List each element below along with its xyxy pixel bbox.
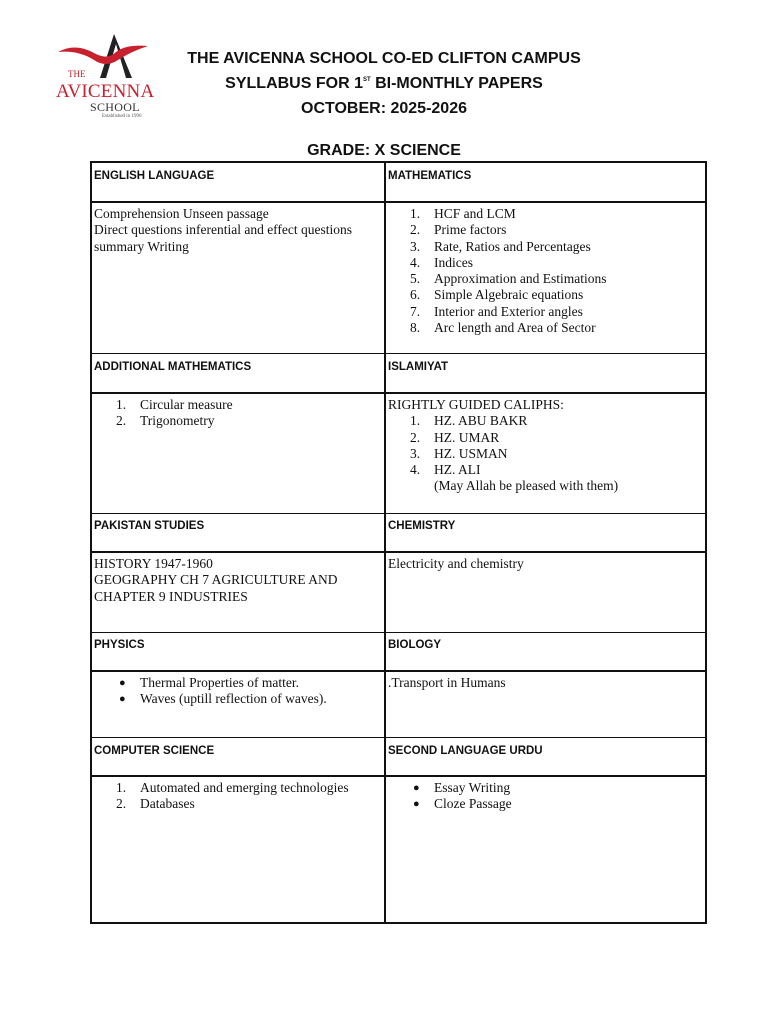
list-item: 3. HZ. USMAN [410, 445, 508, 461]
logo-the-text: THE [68, 69, 86, 79]
mathematics-content [388, 206, 704, 336]
row-divider [92, 775, 705, 777]
pakistan-studies-content [94, 556, 382, 605]
pakistan-studies-heading: PAKISTAN STUDIES [94, 520, 205, 532]
column-divider [384, 163, 386, 922]
list-item: 1. HCF and LCM [410, 206, 516, 221]
list-item: 6. Simple Algebraic equations [410, 287, 584, 303]
row-divider [92, 737, 705, 738]
list-item: 4. HZ. ALI [410, 462, 481, 478]
syllabus-table [90, 161, 707, 924]
pakistan-studies-line: CHAPTER 9 INDUSTRIES [94, 588, 248, 604]
english-line: summary Writing [94, 238, 189, 254]
bullet-icon: ● [413, 798, 420, 811]
islamiyat-heading: ISLAMIYAT [388, 361, 449, 373]
row-divider [92, 513, 705, 514]
logo-established-text: Established in 1996 [102, 114, 142, 119]
biology-line: .Transport in Humans [388, 675, 506, 690]
grade-title: GRADE: X SCIENCE [307, 142, 461, 159]
list-item: ● Waves (uptill reflection of waves). [119, 691, 327, 707]
additional-math-content [94, 397, 382, 430]
bullet-icon: ● [119, 693, 126, 706]
english-content [94, 206, 382, 255]
school-title: THE AVICENNA SCHOOL CO-ED CLIFTON CAMPUS [187, 50, 581, 67]
chemistry-line: Electricity and chemistry [388, 556, 524, 571]
biology-heading: BIOLOGY [388, 639, 442, 651]
computer-science-heading: COMPUTER SCIENCE [94, 745, 215, 757]
bullet-icon: ● [413, 782, 420, 794]
row-divider [92, 201, 705, 203]
logo-name-text: AVICENNA [56, 81, 155, 102]
islamiyat-content [388, 397, 704, 495]
list-item: 2. HZ. UMAR [410, 429, 500, 445]
syllabus-title [0, 75, 768, 93]
list-item: ● Cloze Passage [413, 796, 512, 812]
syllabus-prefix: SYLLABUS FOR 1 [225, 75, 363, 92]
additional-math-heading: ADDITIONAL MATHEMATICS [94, 361, 252, 373]
syllabus-suffix: BI-MONTHLY PAPERS [370, 75, 543, 92]
list-item: 1. Circular measure [116, 397, 233, 412]
english-heading: ENGLISH LANGUAGE [94, 170, 215, 182]
list-item: 1. HZ. ABU BAKR [410, 413, 528, 429]
english-line: Direct questions inferential and effect questions [94, 222, 353, 238]
list-item: 8. Arc length and Area of Sector [410, 320, 596, 336]
row-divider [92, 353, 705, 354]
urdu-heading: SECOND LANGUAGE URDU [388, 745, 543, 757]
list-item: 1. Automated and emerging technologies [116, 780, 349, 795]
list-item: 7. Interior and Exterior angles [410, 303, 583, 319]
pakistan-studies-line: GEOGRAPHY CH 7 AGRICULTURE AND [94, 572, 338, 588]
biology-content [388, 675, 704, 691]
pakistan-studies-line: HISTORY 1947-1960 [94, 556, 213, 571]
urdu-content [388, 780, 704, 813]
logo-school-text: SCHOOL [90, 100, 140, 114]
physics-content [94, 675, 382, 708]
bullet-icon: ● [119, 677, 126, 689]
chemistry-heading: CHEMISTRY [388, 520, 456, 532]
chemistry-content [388, 556, 704, 572]
list-item: 2. Databases [116, 796, 195, 812]
computer-science-content [94, 780, 382, 813]
list-item: ● Thermal Properties of matter. [119, 675, 299, 690]
list-item: 5. Approximation and Estimations [410, 271, 607, 287]
row-divider [92, 670, 705, 672]
mathematics-heading: MATHEMATICS [388, 170, 472, 182]
row-divider [92, 392, 705, 394]
syllabus-superscript: ST [362, 77, 371, 83]
row-divider [92, 632, 705, 633]
session-title: OCTOBER: 2025-2026 [301, 100, 467, 117]
islamiyat-note: (May Allah be pleased with them) [434, 478, 619, 494]
english-line: Comprehension Unseen passage [94, 206, 269, 221]
physics-heading: PHYSICS [94, 639, 145, 651]
list-item: 4. Indices [410, 254, 473, 270]
list-item: ● Essay Writing [413, 780, 511, 795]
list-item: 2. Prime factors [410, 222, 507, 238]
islamiyat-intro: RIGHTLY GUIDED CALIPHS: [388, 397, 564, 412]
list-item: 3. Rate, Ratios and Percentages [410, 238, 591, 254]
list-item: 2. Trigonometry [116, 413, 215, 429]
row-divider [92, 551, 705, 553]
